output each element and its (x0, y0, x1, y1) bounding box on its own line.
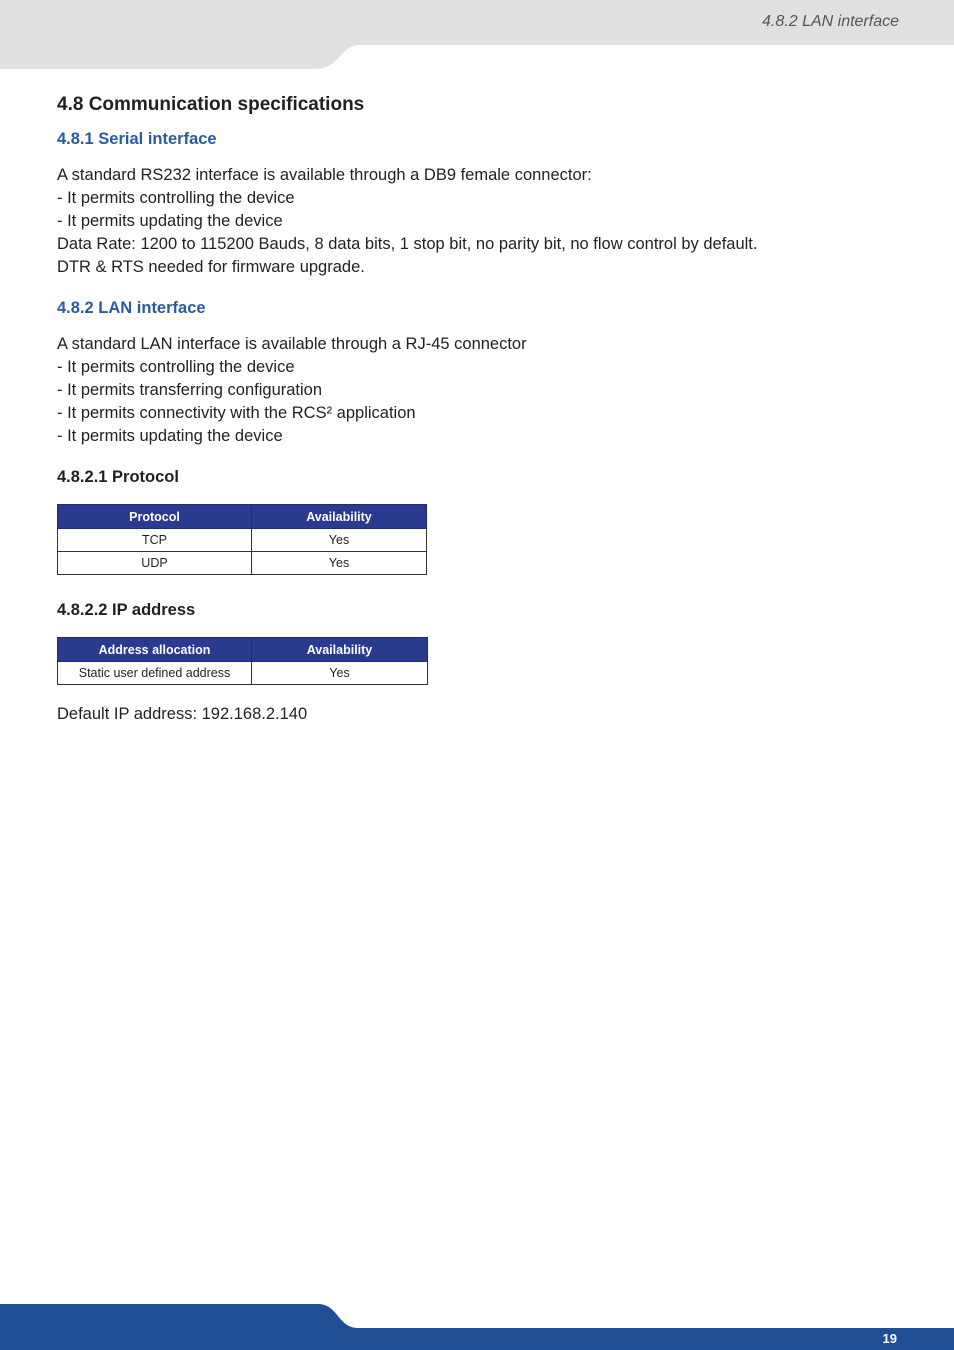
lan-interface-text (57, 333, 857, 448)
serial-line: - It permits controlling the device (57, 189, 295, 207)
serial-interface-text (57, 164, 857, 279)
serial-line: Data Rate: 1200 to 115200 Bauds, 8 data bits, 1 stop bit, no parity bit, no flow control by default. (57, 235, 758, 253)
page-content (57, 94, 857, 726)
table-cell: UDP (58, 552, 252, 575)
lan-line: - It permits connectivity with the RCS² application (57, 404, 416, 422)
header-shape (0, 0, 954, 70)
ip-address-table (57, 637, 428, 685)
running-header-title: 4.8.2 LAN interface (762, 13, 899, 30)
lan-line: - It permits updating the device (57, 427, 283, 445)
serial-line: A standard RS232 interface is available through a DB9 female connector: (57, 166, 592, 184)
table-cell: Yes (252, 662, 428, 685)
protocol-table (57, 504, 427, 575)
table-header-cell: Availability (252, 638, 428, 662)
lan-line: - It permits transferring configuration (57, 381, 323, 399)
lan-line: A standard LAN interface is available through a RJ-45 connector (57, 335, 527, 353)
table-cell: Yes (252, 552, 427, 575)
table-header-row (58, 638, 428, 662)
lan-line: - It permits controlling the device (57, 358, 295, 376)
lan-interface-heading: 4.8.2 LAN interface (57, 299, 206, 317)
table-row (58, 662, 428, 685)
protocol-heading: 4.8.2.1 Protocol (57, 468, 179, 486)
table-cell: TCP (58, 529, 252, 552)
table-header-cell: Protocol (58, 505, 252, 529)
ip-address-heading: 4.8.2.2 IP address (57, 601, 196, 619)
serial-line: DTR & RTS needed for firmware upgrade. (57, 258, 365, 276)
page-header-band (0, 0, 954, 70)
table-row (58, 529, 427, 552)
table-header-cell: Address allocation (58, 638, 252, 662)
table-cell: Static user defined address (58, 662, 252, 685)
table-header-cell: Availability (252, 505, 427, 529)
default-ip-text: Default IP address: 192.168.2.140 (57, 705, 308, 723)
page-number: 19 (882, 1331, 897, 1346)
page-footer-band (0, 1304, 954, 1350)
serial-line: - It permits updating the device (57, 212, 283, 230)
section-title: 4.8 Communication specifications (57, 94, 365, 115)
serial-interface-heading: 4.8.1 Serial interface (57, 130, 217, 148)
table-cell: Yes (252, 529, 427, 552)
table-row (58, 552, 427, 575)
footer-shape (0, 1304, 954, 1350)
table-header-row (58, 505, 427, 529)
